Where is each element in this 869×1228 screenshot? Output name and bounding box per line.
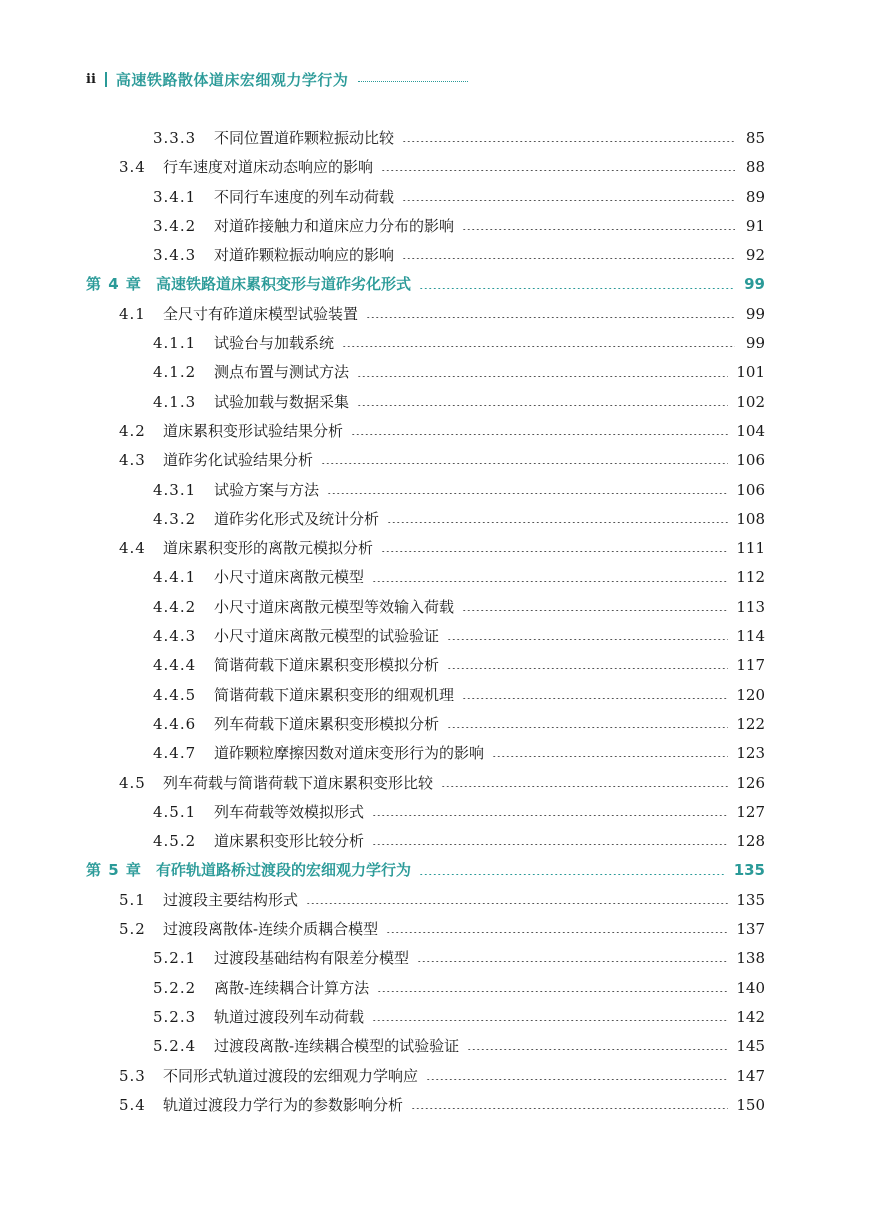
running-header <box>86 68 468 90</box>
toc-page-number: 147 <box>736 1066 765 1085</box>
toc-number: 5.4 <box>119 1095 146 1114</box>
toc-title: 试验台与加载系统 <box>214 334 335 353</box>
toc-chapter[interactable] <box>0 270 869 299</box>
toc-number: 3.4.1 <box>153 187 197 206</box>
toc-page-number: 145 <box>736 1037 765 1056</box>
dot-leader <box>357 405 728 406</box>
toc-number: 第 5 章 <box>86 861 142 880</box>
toc-subsection[interactable] <box>0 241 869 270</box>
toc-subsection[interactable] <box>0 593 869 622</box>
toc-number: 4.4.1 <box>153 568 197 587</box>
toc-title: 试验加载与数据采集 <box>214 392 350 411</box>
dot-leader <box>372 844 728 845</box>
dot-leader <box>327 493 728 494</box>
toc-section[interactable] <box>0 300 869 329</box>
toc-page-number: 126 <box>736 773 765 792</box>
toc-subsection[interactable] <box>0 358 869 387</box>
dot-leader <box>402 141 735 142</box>
book-title: 高速铁路散体道床宏细观力学行为 <box>115 70 349 89</box>
toc-title: 试验方案与方法 <box>214 480 320 499</box>
toc-title: 道砟颗粒摩擦因数对道床变形行为的影响 <box>214 744 485 763</box>
toc-number: 第 4 章 <box>86 275 142 294</box>
toc-subsection[interactable] <box>0 329 869 358</box>
toc-number: 3.3.3 <box>153 129 197 147</box>
toc-page-number: 142 <box>736 1007 765 1026</box>
page-number: ii <box>86 71 96 87</box>
toc-subsection[interactable] <box>0 681 869 710</box>
toc-title: 离散-连续耦合计算方法 <box>214 978 370 997</box>
toc-page-number: 102 <box>736 392 765 411</box>
toc-title: 不同行车速度的列车动荷载 <box>214 187 395 206</box>
toc-number: 4.4.7 <box>153 744 197 763</box>
toc-subsection[interactable] <box>0 798 869 827</box>
toc-title: 不同位置道砟颗粒振动比较 <box>214 129 395 147</box>
toc-subsection[interactable] <box>0 124 869 153</box>
dot-leader <box>357 376 728 377</box>
toc-number: 3.4.3 <box>153 246 197 265</box>
toc-page-number: 104 <box>736 421 765 440</box>
toc-page-number: 120 <box>736 685 765 704</box>
toc-section[interactable] <box>0 886 869 915</box>
dot-leader <box>381 551 728 552</box>
dot-leader <box>447 639 728 640</box>
toc-number: 4.4.6 <box>153 714 197 733</box>
toc-chapter[interactable] <box>0 856 869 885</box>
dot-leader <box>377 991 728 992</box>
dot-leader <box>426 1079 728 1080</box>
toc-page-number: 99 <box>745 334 765 353</box>
dot-leader <box>381 170 735 171</box>
toc-title: 列车荷载与简谐荷载下道床累积变形比较 <box>163 773 434 792</box>
toc-title: 对道砟颗粒振动响应的影响 <box>214 246 395 265</box>
toc-section[interactable] <box>0 446 869 475</box>
toc-page-number: 99 <box>745 304 765 323</box>
dot-leader <box>441 786 728 787</box>
dot-leader <box>447 727 728 728</box>
toc-title: 轨道过渡段力学行为的参数影响分析 <box>163 1095 404 1114</box>
toc-title: 小尺寸道床离散元模型的试验验证 <box>214 627 440 646</box>
dot-leader <box>411 1108 728 1109</box>
toc-page-number: 85 <box>745 129 765 147</box>
toc-number: 4.1.2 <box>153 363 197 382</box>
dot-leader <box>321 463 728 464</box>
toc-title: 列车荷载下道床累积变形模拟分析 <box>214 714 440 733</box>
toc-title: 列车荷载等效模拟形式 <box>214 802 365 821</box>
dot-leader <box>417 961 728 962</box>
toc-subsection[interactable] <box>0 944 869 973</box>
toc-page-number: 137 <box>736 920 765 939</box>
toc-page-number: 111 <box>736 539 765 558</box>
toc-section[interactable] <box>0 417 869 446</box>
toc-page-number: 106 <box>736 480 765 499</box>
dot-leader <box>447 668 728 669</box>
toc-title: 过渡段主要结构形式 <box>163 890 299 909</box>
toc-title: 高速铁路道床累积变形与道砟劣化形式 <box>156 275 412 294</box>
toc-number: 5.2.4 <box>153 1037 197 1056</box>
dot-leader <box>419 874 726 875</box>
dot-leader <box>462 229 735 230</box>
dot-leader <box>372 815 728 816</box>
dot-leader <box>467 1049 728 1050</box>
dot-leader <box>306 903 728 904</box>
toc-page-number: 112 <box>736 568 765 587</box>
toc-page-number: 117 <box>736 656 765 675</box>
dot-leader <box>402 200 735 201</box>
toc-title: 过渡段离散体-连续介质耦合模型 <box>163 920 379 939</box>
toc-title: 对道砟接触力和道床应力分布的影响 <box>214 216 455 235</box>
toc-page-number: 135 <box>733 861 765 880</box>
toc-page-number: 150 <box>736 1095 765 1114</box>
toc-subsection[interactable] <box>0 1032 869 1061</box>
toc-page-number: 91 <box>745 216 765 235</box>
dot-leader <box>372 581 728 582</box>
toc-page-number: 89 <box>745 187 765 206</box>
toc-subsection[interactable] <box>0 212 869 241</box>
toc-number: 5.2.2 <box>153 978 197 997</box>
toc-subsection[interactable] <box>0 827 869 856</box>
toc-number: 4.1.3 <box>153 392 197 411</box>
toc-title: 道床累积变形试验结果分析 <box>163 421 344 440</box>
toc-title: 过渡段离散-连续耦合模型的试验验证 <box>214 1037 460 1056</box>
dot-leader <box>372 1020 728 1021</box>
toc-number: 4.2 <box>119 421 146 440</box>
toc-title: 轨道过渡段列车动荷载 <box>214 1007 365 1026</box>
dot-leader <box>419 288 735 289</box>
toc-subsection[interactable] <box>0 1003 869 1032</box>
toc-section[interactable] <box>0 1091 869 1120</box>
toc-number: 3.4.2 <box>153 216 197 235</box>
toc-number: 5.2.3 <box>153 1007 197 1026</box>
toc-number: 5.1 <box>119 890 146 909</box>
toc-number: 4.3.2 <box>153 509 197 528</box>
toc-title: 全尺寸有砟道床模型试验装置 <box>163 304 359 323</box>
toc-number: 5.2 <box>119 920 146 939</box>
toc-number: 4.1 <box>119 304 146 323</box>
toc-subsection[interactable] <box>0 505 869 534</box>
toc-subsection[interactable] <box>0 183 869 212</box>
toc-subsection[interactable] <box>0 974 869 1003</box>
toc-page-number: 108 <box>736 509 765 528</box>
toc-subsection[interactable] <box>0 622 869 651</box>
toc-page-number: 127 <box>736 802 765 821</box>
toc-title: 不同形式轨道过渡段的宏细观力学响应 <box>163 1066 419 1085</box>
dot-leader <box>366 317 735 318</box>
dot-leader <box>402 258 735 259</box>
toc-subsection[interactable] <box>0 476 869 505</box>
toc-section[interactable] <box>0 153 869 182</box>
toc-number: 4.4.3 <box>153 627 197 646</box>
toc-page-number: 99 <box>744 275 765 294</box>
toc-number: 4.4.2 <box>153 597 197 616</box>
header-divider <box>105 72 107 87</box>
dot-leader <box>462 698 728 699</box>
toc-number: 4.5 <box>119 773 146 792</box>
toc-page-number: 135 <box>736 890 765 909</box>
toc-section[interactable] <box>0 534 869 563</box>
toc-page-number: 138 <box>736 949 765 968</box>
toc-page-number: 140 <box>736 978 765 997</box>
toc-section[interactable] <box>0 769 869 798</box>
toc-subsection[interactable] <box>0 563 869 592</box>
dot-leader <box>386 932 728 933</box>
toc-number: 4.4.4 <box>153 656 197 675</box>
toc-subsection[interactable] <box>0 739 869 768</box>
toc-subsection[interactable] <box>0 651 869 680</box>
toc-page-number: 113 <box>736 597 765 616</box>
toc-section[interactable] <box>0 1062 869 1091</box>
dot-leader <box>342 346 735 347</box>
dot-leader <box>462 610 728 611</box>
toc-number: 4.1.1 <box>153 334 197 353</box>
toc-number: 4.5.1 <box>153 802 197 821</box>
toc-number: 4.3.1 <box>153 480 197 499</box>
toc-title: 小尺寸道床离散元模型 <box>214 568 365 587</box>
toc-number: 4.3 <box>119 451 146 470</box>
toc-page-number: 92 <box>745 246 765 265</box>
dot-leader <box>492 756 728 757</box>
toc-page-number: 122 <box>736 714 765 733</box>
toc-page-number: 106 <box>736 451 765 470</box>
toc-number: 4.4.5 <box>153 685 197 704</box>
toc-number: 3.4 <box>119 158 146 177</box>
toc-title: 道砟劣化试验结果分析 <box>163 451 314 470</box>
toc-title: 简谐荷载下道床累积变形的细观机理 <box>214 685 455 704</box>
toc-title: 过渡段基础结构有限差分模型 <box>214 949 410 968</box>
toc-title: 测点布置与测试方法 <box>214 363 350 382</box>
toc-title: 行车速度对道床动态响应的影响 <box>163 158 374 177</box>
toc-title: 道床累积变形的离散元模拟分析 <box>163 539 374 558</box>
toc-number: 4.4 <box>119 539 146 558</box>
toc-number: 5.2.1 <box>153 949 197 968</box>
table-of-contents <box>0 124 869 1120</box>
toc-title: 小尺寸道床离散元模型等效输入荷载 <box>214 597 455 616</box>
toc-subsection[interactable] <box>0 388 869 417</box>
toc-number: 4.5.2 <box>153 832 197 851</box>
toc-title: 道砟劣化形式及统计分析 <box>214 509 380 528</box>
toc-page-number: 101 <box>736 363 765 382</box>
toc-section[interactable] <box>0 915 869 944</box>
toc-page-number: 114 <box>736 627 765 646</box>
toc-page-number: 123 <box>736 744 765 763</box>
dot-leader <box>387 522 728 523</box>
toc-number: 5.3 <box>119 1066 146 1085</box>
toc-page-number: 128 <box>736 832 765 851</box>
toc-title: 有砟轨道路桥过渡段的宏细观力学行为 <box>156 861 412 880</box>
toc-title: 简谐荷载下道床累积变形模拟分析 <box>214 656 440 675</box>
toc-title: 道床累积变形比较分析 <box>214 832 365 851</box>
dot-leader <box>351 434 728 435</box>
toc-subsection[interactable] <box>0 710 869 739</box>
toc-page-number: 88 <box>745 158 765 177</box>
header-rule <box>358 81 468 82</box>
